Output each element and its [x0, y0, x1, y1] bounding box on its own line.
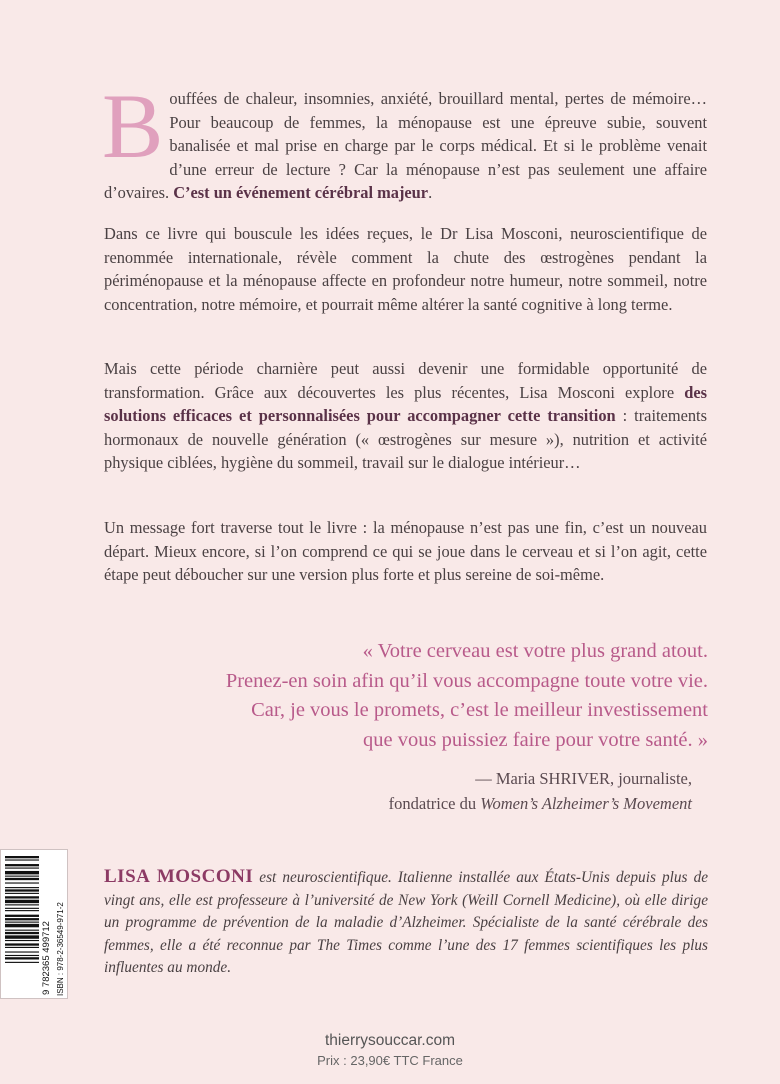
barcode-digits: 9 782365 499712 [41, 921, 52, 995]
paragraph-3-highlight: des solutions efficaces et personnalisées pour accompagner cette transition [104, 382, 707, 426]
barcode-bar [5, 947, 39, 948]
barcode-bar [5, 896, 39, 898]
quote-attribution [172, 766, 692, 816]
price-label: Prix : 23,90€ TTC France [317, 1053, 463, 1068]
quote-line: Car, je vous le promets, c’est le meilleur investissement [251, 699, 708, 721]
barcode-bar [5, 910, 39, 911]
barcode-bars [5, 856, 39, 963]
barcode-bar [5, 918, 39, 920]
barcode-bar [5, 943, 39, 945]
barcode-bar [5, 878, 39, 880]
attribution-line-2 [172, 791, 692, 816]
intro-end: . [428, 183, 433, 203]
barcode-bar [5, 930, 39, 931]
intro-highlight: C’est un événement cérébral majeur [173, 183, 429, 203]
barcode-bar [5, 871, 39, 874]
isbn-barcode [0, 849, 68, 999]
barcode-bar [5, 864, 39, 866]
barcode-bar [5, 957, 39, 959]
drop-cap: B [102, 75, 164, 177]
barcode-bar [5, 882, 39, 883]
barcode-bar [5, 889, 39, 891]
author-bio [104, 866, 708, 980]
barcode-bar [5, 887, 39, 888]
barcode-bar [5, 951, 39, 952]
publisher-website: thierrysouccar.com [324, 1032, 456, 1049]
paragraph-2: Dans ce livre qui bouscule les idées reçues, le Dr Lisa Mosconi, neuroscientifique de renommée internationale, révèle comment la chute des œstrogènes pendant la périménopause et la ménopause affecte en profondeur notre humeur, notre sommeil, notre concentration, notre mémoire, et pourrait même altérer la santé cognitive à long terme. [104, 224, 707, 314]
barcode-bar [5, 915, 39, 917]
paragraph-3-start: Mais cette période charnière peut aussi devenir une formidable opportunité de transformation. Grâce aux découvertes les plus récentes, Lisa Mosconi explore [104, 359, 707, 402]
barcode-bar [5, 900, 39, 903]
bio-text: est neuroscientifique. Italienne installée aux États-Unis depuis plus de vingt ans, elle est professeure à l’université de New York (Weill Cornell Medicine), où elle dirige un programme de prévention de la maladie d’Alzheimer. Spécialiste de la santé cérébrale des femmes, elle a été reconnue par The Times comme l’une des 17 femmes scientifiques les plus influentes au monde. [104, 869, 709, 977]
barcode-bar [5, 932, 39, 934]
barcode-bar [5, 859, 39, 860]
barcode-bar [5, 955, 39, 956]
barcode-bar [5, 856, 39, 858]
quote-line: que vous puissiez faire pour votre santé. » [363, 728, 708, 751]
barcode-bar [5, 935, 39, 938]
barcode-bar [5, 893, 39, 894]
barcode-bar [5, 922, 39, 923]
quote-line: « Votre cerveau est votre plus grand atout. [362, 640, 708, 662]
paragraph-3 [104, 357, 707, 475]
author-name: LISA MOSCONI [104, 866, 254, 887]
barcode-bar [5, 924, 39, 927]
barcode-bar [5, 876, 39, 877]
barcode-graphic [1, 850, 69, 1000]
barcode-bar [5, 908, 39, 909]
barcode-bar [5, 868, 39, 869]
quote-line: Prenez-en soin afin qu’il vous accompagne toute votre vie. [225, 669, 708, 692]
barcode-bar [5, 940, 39, 941]
intro-text: ouffées de chaleur, insomnies, anxiété, brouillard mental, pertes de mémoire… Pour beaucoup de femmes, la ménopause est une épreuve subie, souvent banalisée et mal prise en charge par le corps médical. Et si le problème venait d’une erreur de lecture ? Car la ménopause n’est pas seulement une affaire d’ovaires. [104, 89, 707, 203]
attribution-prefix: fondatrice du [388, 794, 481, 813]
intro-paragraph [102, 75, 707, 205]
paragraph-3-end: : traitements hormonaux de nouvelle génération (« œstrogènes sur mesure »), nutrition et activité physique ciblées, hygiène du sommeil, travail sur le dialogue intérieur… [104, 406, 707, 473]
organization-name: Women’s Alzheimer’s Movement [480, 794, 692, 813]
attribution-line-1: — Maria SHRIVER, journaliste, [475, 769, 692, 788]
pull-quote [104, 637, 708, 755]
paragraph-4: Un message fort traverse tout le livre : la ménopause n’est pas une fin, c’est un nouveau départ. Mieux encore, si l’on comprend ce qui se joue dans le cerveau et si l’on agit, cette étape peut déboucher sur une version plus forte et plus sereine de soi-même. [104, 518, 707, 585]
isbn-text: ISBN : 978-2-36549-971-2 [56, 902, 65, 996]
barcode-bar [5, 904, 39, 905]
barcode-bar [5, 962, 39, 963]
